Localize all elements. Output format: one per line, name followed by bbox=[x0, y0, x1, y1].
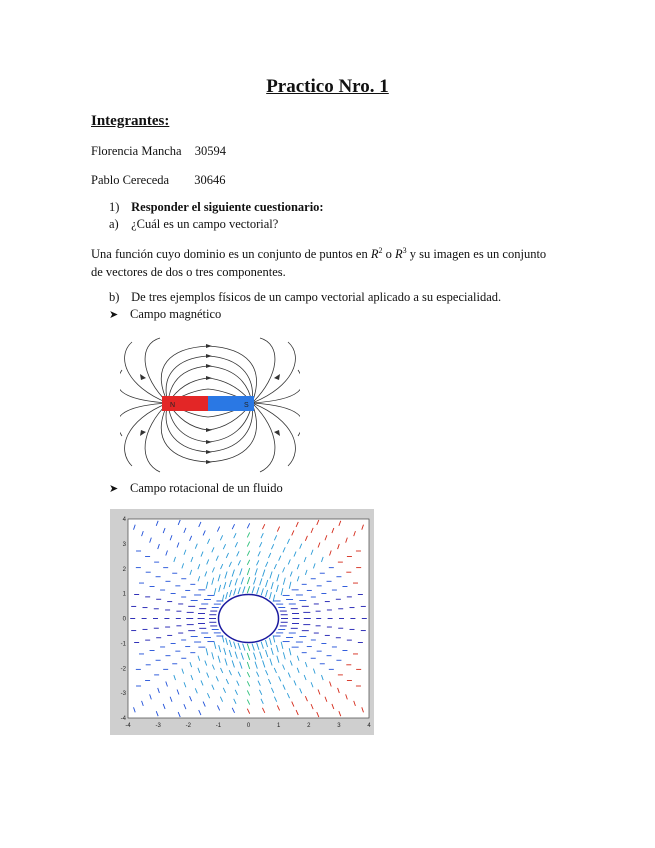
y-tick-label: 2 bbox=[122, 566, 126, 573]
example-label: Campo magnético bbox=[130, 307, 222, 321]
x-tick-label: -3 bbox=[155, 723, 161, 729]
question-number: 1) bbox=[109, 200, 120, 214]
y-tick-label: 4 bbox=[122, 517, 126, 523]
cylinder-obstacle bbox=[219, 595, 279, 643]
x-tick-label: 4 bbox=[367, 723, 371, 729]
x-tick-label: 3 bbox=[337, 723, 341, 729]
x-tick-label: 2 bbox=[307, 723, 311, 729]
question-number: a) bbox=[109, 217, 119, 231]
magnet-north-pole bbox=[162, 396, 208, 411]
magnetic-field-figure bbox=[120, 336, 300, 474]
y-tick-label: -3 bbox=[120, 691, 126, 698]
member-id: 30646 bbox=[194, 173, 226, 187]
x-tick-label: -2 bbox=[185, 723, 191, 729]
x-tick-label: 0 bbox=[246, 723, 251, 729]
answer-paragraph: Una función cuyo dominio es un conjunto de puntos en $R^2$ o $R^3$ y su imagen es un conjunto de vectores de dos o tres componentes. bbox=[91, 246, 547, 280]
member-id: 30594 bbox=[194, 144, 226, 158]
y-tick-label: 1 bbox=[122, 591, 126, 598]
question-text: De tres ejemplos físicos de un campo vectorial aplicado a su especialidad. bbox=[131, 290, 502, 304]
member-row bbox=[91, 173, 225, 188]
question-a bbox=[109, 217, 278, 232]
members-heading: Integrantes: bbox=[91, 113, 170, 129]
member-name: Florencia Mancha bbox=[91, 144, 182, 158]
x-tick-label: -4 bbox=[125, 723, 131, 729]
y-tick-label: 0 bbox=[122, 616, 126, 623]
page-title: Practico Nro. 1 bbox=[266, 76, 389, 97]
x-tick-label: 1 bbox=[276, 723, 281, 729]
member-name: Pablo Cereceda bbox=[91, 173, 170, 187]
fluid-flow-figure bbox=[110, 509, 374, 735]
south-label: S bbox=[244, 402, 249, 409]
question-b bbox=[109, 290, 501, 305]
x-tick-label: -1 bbox=[215, 723, 222, 729]
arrow-bullet-icon: ➤ bbox=[109, 483, 119, 495]
y-tick-label: 3 bbox=[122, 541, 126, 548]
question-text: Responder el siguiente cuestionario: bbox=[131, 200, 324, 214]
example-item bbox=[109, 481, 283, 496]
question-number: b) bbox=[109, 290, 120, 304]
example-label: Campo rotacional de un fluido bbox=[130, 481, 283, 495]
question-text: ¿Cuál es un campo vectorial? bbox=[131, 217, 279, 231]
y-tick-label: -2 bbox=[120, 666, 126, 673]
y-tick-label: -1 bbox=[120, 641, 126, 648]
question-1 bbox=[109, 200, 324, 215]
arrow-bullet-icon: ➤ bbox=[109, 309, 119, 321]
example-item bbox=[109, 307, 221, 322]
y-tick-label: -4 bbox=[120, 716, 126, 722]
member-row bbox=[91, 144, 226, 159]
north-label: N bbox=[170, 402, 176, 409]
